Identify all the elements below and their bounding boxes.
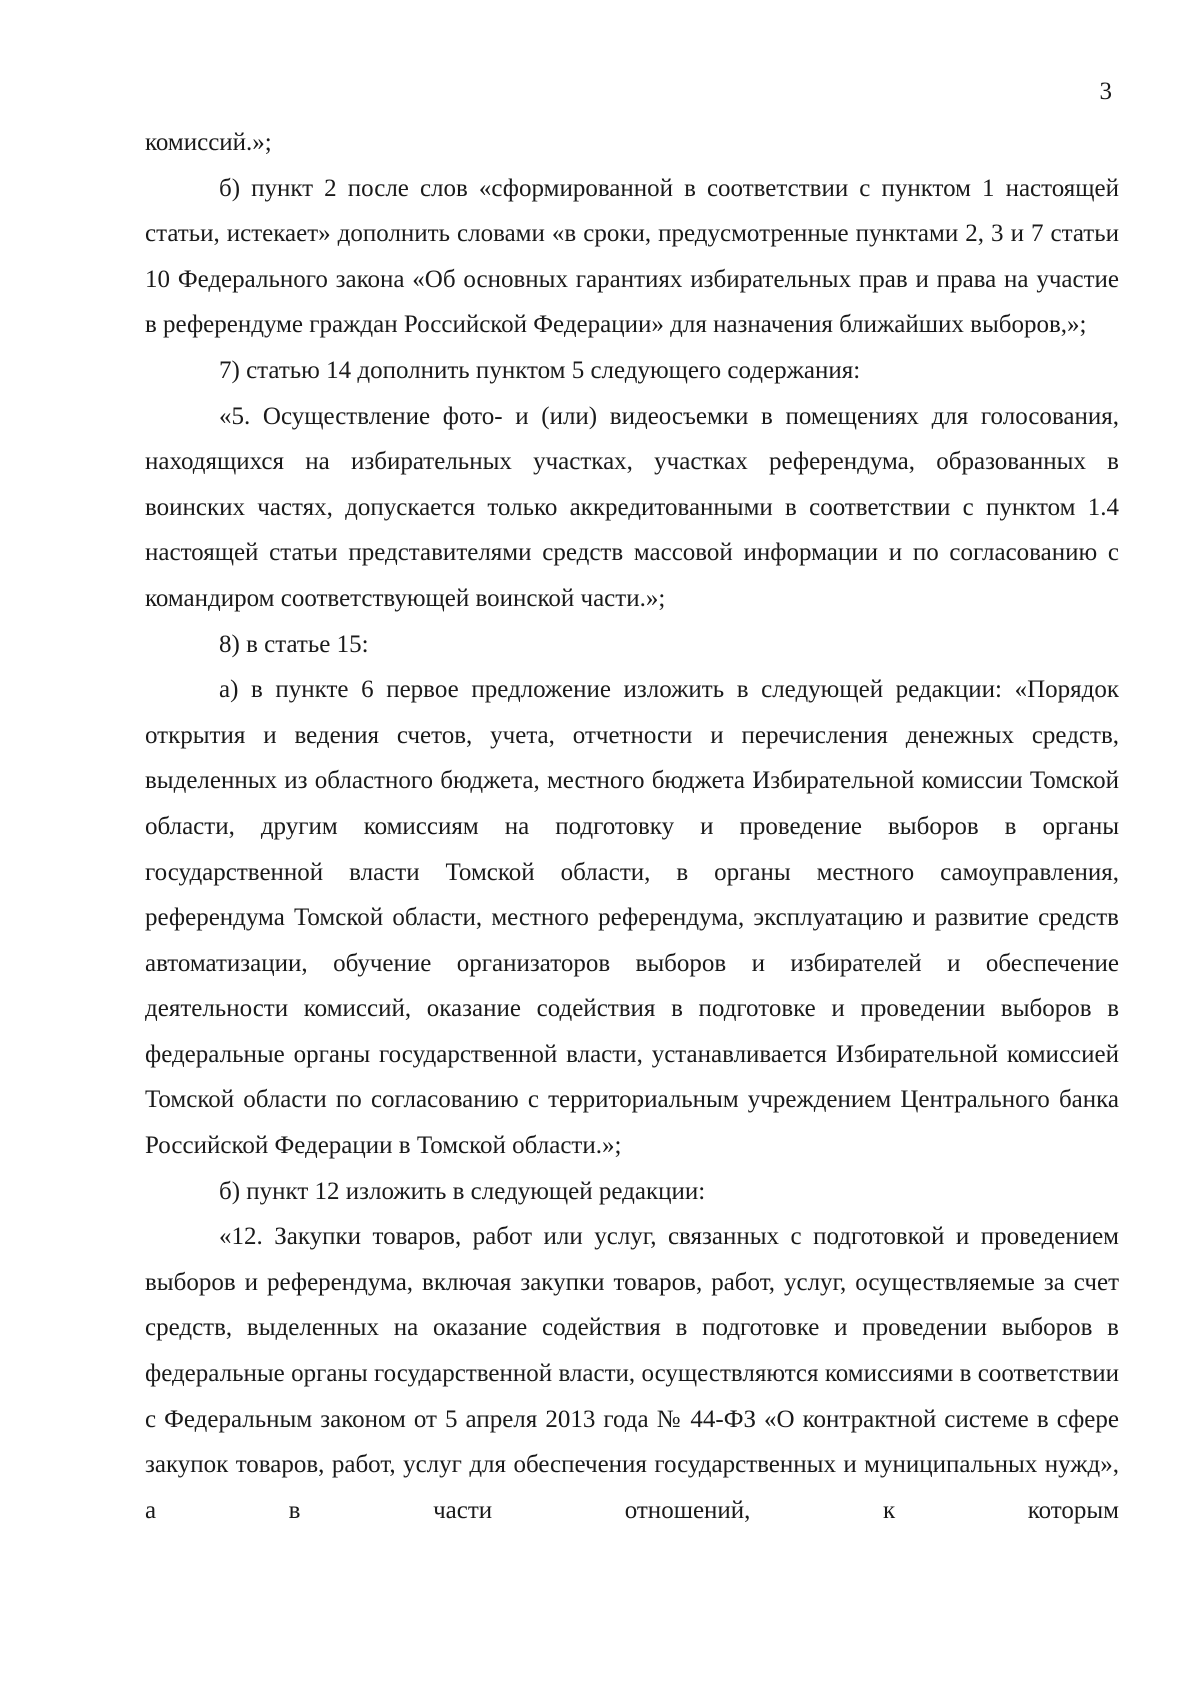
paragraph-continuation: комиссий.»; (145, 129, 272, 156)
paragraph-item-7-article-14: 7) статью 14 дополнить пунктом 5 следующего содержания: (219, 356, 861, 384)
paragraph-item-a-point-6: а) в пункте 6 первое предложение изложить в следующей редакции: «Порядок открытия и ведения счетов, учета, отчетности и перечисления денежных средств, выделенных из областного бюджета, местного бюджета Избирательной комиссии Томской области, другим комиссиям на подготовку и проведение выборов в органы государственной власти Томской области, в органы местного самоуправления, референдума Томской области, местного референдума, эксплуатацию и развитие средств автоматизации, обучение организаторов выборов и избирателей и обеспечение деятельности комиссий, оказание содействия в подготовке и проведении выборов в федеральные органы государственной власти, устанавливается Избирательной комиссией Томской области по согласованию с территориальным учреждением Центрального банка Российской Федерации в Томской области.»; (145, 676, 1119, 1160)
paragraph-item-b-point-2: б) пункт 2 после слов «сформированной в соответствии с пунктом 1 настоящей статьи, истекает» дополнить словами «в сроки, предусмотренные пунктами 2, 3 и 7 статьи 10 Федерального закона «Об основных гарантиях избирательных прав и права на участие в референдуме граждан Российской Федерации» для назначения ближайших выборов,»; (145, 174, 1119, 339)
paragraph-item-b-point-12: б) пункт 12 изложить в следующей редакции: (219, 1177, 706, 1205)
paragraph-item-8-article-15: 8) в статье 15: (219, 630, 369, 658)
page-number: 3 (1099, 78, 1112, 105)
paragraph-quoted-point-5: «5. Осуществление фото- и (или) видеосъемки в помещениях для голосования, находящихся на избирательных участках, участках референдума, образованных в воинских частях, допускается только аккредитованными в соответствии с пунктом 1.4 настоящей статьи представителями средств массовой информации и по согласованию с командиром соответствующей воинской части.»; (145, 402, 1119, 612)
document-body (145, 120, 1119, 1533)
paragraph-quoted-point-12: «12. Закупки товаров, работ или услуг, связанных с подготовкой и проведением выборов и референдума, включая закупки товаров, работ, услуг, осуществляемые за счет средств, выделенных на оказание содействия в подготовке и проведении выборов в федеральные органы государственной власти, осуществляются комиссиями в соответствии с Федеральным законом от 5 апреля 2013 года № 44-ФЗ «О контрактной системе в сфере закупок товаров, работ, услуг для обеспечения государственных и муниципальных нужд», а в части отношений, к которым (145, 1223, 1119, 1524)
